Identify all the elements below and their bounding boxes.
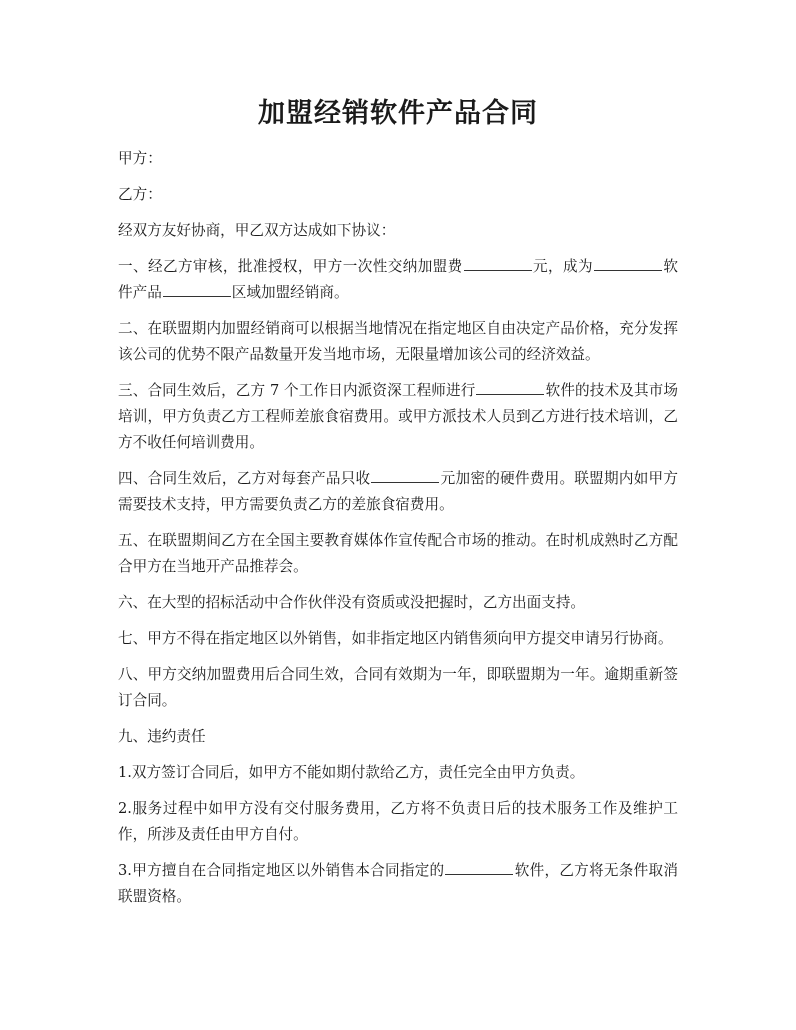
clause-4 (118, 466, 678, 518)
clause-6: 六、在大型的招标活动中合作伙伴没有资质或没把握时，乙方出面支持。 (118, 594, 586, 611)
clause-4-text-a: 四、合同生效后，乙方对每套产品只收 (118, 470, 371, 487)
clause-5: 五、在联盟期间乙方在全国主要教育媒体作宣传配合市场的推动。在时机成熟时乙方配合甲方在当地开产品推荐会。 (118, 532, 678, 575)
clause-3 (118, 378, 678, 456)
clause-1-text-c: 软件产品 (118, 258, 678, 301)
item-3-text-b: 软件，乙方将无条件取消联盟资格。 (118, 862, 678, 905)
document-title: 加盟经销软件产品合同 (258, 98, 538, 129)
clause-3-text-b: 软件的技术及其市场培训，甲方负责乙方工程师差旅食宿费用。或甲方派技术人员到乙方进行技术培训，乙方不收任何培训费用。 (118, 382, 678, 451)
liability-item-1: 1.双方签订合同后，如甲方不能如期付款给乙方，责任完全由甲方负责。 (118, 764, 585, 781)
clause-4-text-b: 元加密的硬件费用。联盟期内如甲方需要技术支持，甲方需要负责乙方的差旅食宿费用。 (118, 470, 678, 513)
item-3-text-a: 3.甲方擅自在合同指定地区以外销售本合同指定的 (118, 862, 445, 879)
party-b-line: 乙方： (118, 186, 162, 203)
intro-paragraph: 经双方友好协商，甲乙双方达成如下协议： (118, 222, 396, 239)
clause-2: 二、在联盟期内加盟经销商可以根据当地情况在指定地区自由决定产品价格，充分发挥该公司的优势不限产品数量开发当地市场，无限量增加该公司的经济效益。 (118, 320, 678, 363)
dealer-blank (594, 255, 662, 271)
clause-8: 八、甲方交纳加盟费用后合同生效，合同有效期为一年，即联盟期为一年。逾期重新签订合同。 (118, 666, 678, 709)
clause-1-text-b: 元，成为 (532, 258, 593, 275)
clause-1 (118, 254, 678, 306)
clause-9-heading: 九、违约责任 (118, 728, 206, 745)
item-3-software-blank (445, 859, 513, 875)
clause-1-text-d: 区域加盟经销商。 (231, 284, 349, 301)
software-blank (476, 379, 544, 395)
region-blank (163, 281, 231, 297)
party-a-line: 甲方： (118, 150, 162, 167)
document-body (118, 146, 678, 910)
liability-item-3 (118, 858, 678, 910)
fee-blank (464, 255, 532, 271)
liability-item-2: 2.服务过程中如甲方没有交付服务费用，乙方将不负责日后的技术服务工作及维护工作，所涉及责任由甲方自付。 (118, 800, 678, 843)
clause-7: 七、甲方不得在指定地区以外销售，如非指定地区内销售须向甲方提交申请另行协商。 (118, 630, 673, 647)
clause-3-text-a: 三、合同生效后，乙方 7 个工作日内派资深工程师进行 (118, 382, 476, 399)
clause-1-text-a: 一、经乙方审核，批准授权，甲方一次性交纳加盟费 (118, 258, 463, 275)
hardware-fee-blank (371, 467, 439, 483)
